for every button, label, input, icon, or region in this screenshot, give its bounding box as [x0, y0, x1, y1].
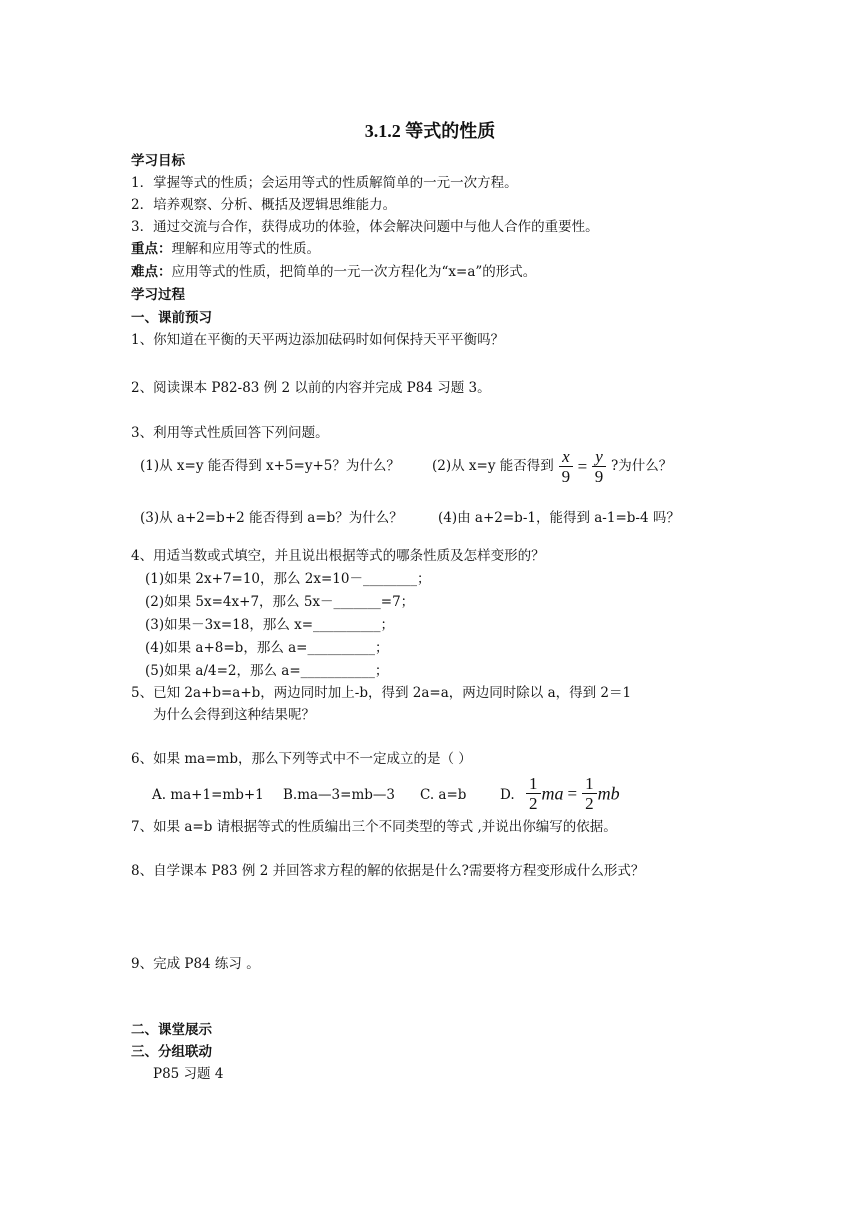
question-3: 3、利用等式性质回答下列问题。: [131, 425, 329, 441]
goal-item-2: 2．培养观察、分析、概括及逻辑思维能力。: [131, 197, 397, 213]
fraction-y-over-9: [592, 448, 606, 485]
fraction-x-over-9: [559, 448, 573, 485]
question-3-4: (4)由 a+2=b-1，能得到 a-1=b-4 吗？: [438, 510, 680, 526]
question-2: 2、阅读课本 P82-83 例 2 以前的内容并完成 P84 习题 3。: [131, 380, 491, 396]
fraction-numerator: 1: [582, 775, 597, 794]
question-4-5: (5)如果 a/4=2，那么 a=___________；: [145, 663, 389, 679]
equation-left-term: ma: [541, 783, 564, 804]
key-point-text: 理解和应用等式的性质。: [171, 241, 320, 257]
process-heading: 学习过程: [131, 287, 185, 303]
group-exercise: P85 习题 4: [153, 1066, 224, 1082]
fraction-numerator: y: [592, 448, 606, 467]
question-3-3: (3)从 a+2=b+2 能否得到 a=b？为什么？: [140, 510, 403, 526]
question-1: 1、你知道在平衡的天平两边添加砝码时如何保持天平平衡吗？: [131, 332, 505, 348]
question-4-2: (2)如果 5x=4x+7，那么 5x－_______=7；: [145, 594, 415, 610]
question-4-3: (3)如果－3x=18，那么 x=__________；: [145, 617, 395, 633]
question-9: 9、完成 P84 练习 。: [131, 956, 260, 972]
option-b: B.ma—3=mb—3: [283, 787, 395, 803]
difficult-point-text: 应用等式的性质，把简单的一元一次方程化为“x=a”的形式。: [171, 264, 537, 280]
section-group-heading: 三、分组联动: [131, 1044, 212, 1060]
question-3-2: [432, 446, 672, 487]
option-d-label: D.: [500, 787, 515, 803]
difficult-point-label: 难点：: [131, 264, 172, 280]
section-display-heading: 二、课堂展示: [131, 1022, 212, 1038]
fraction-one-half: [582, 775, 597, 812]
question-3-2-prefix: (2)从 x=y 能否得到: [432, 458, 554, 474]
fraction-denominator: 2: [529, 794, 538, 813]
fraction-denominator: 9: [561, 467, 571, 486]
question-4-4: (4)如果 a+8=b，那么 a=__________；: [145, 640, 389, 656]
question-8: 8、自学课本 P83 例 2 并回答求方程的解的依据是什么?需要将方程变形成什么形式？: [131, 863, 645, 879]
page-title: 3.1.2 等式的性质: [364, 121, 496, 141]
fraction-denominator: 9: [594, 467, 604, 486]
fraction-one-half: [526, 775, 541, 812]
question-4: 4、用适当数或式填空，并且说出根据等式的哪条性质及怎样变形的？: [131, 548, 545, 564]
equals-sign: =: [567, 783, 578, 803]
goals-heading: 学习目标: [131, 153, 185, 169]
question-4-1: (1)如果 2x+7=10，那么 2x=10－________；: [145, 571, 431, 587]
equation-right-term: mb: [597, 783, 620, 804]
difficult-point: [131, 263, 536, 281]
question-3-2-suffix: ?为什么？: [611, 458, 673, 474]
goal-item-3: 3．通过交流与合作，获得成功的体验，体会解决问题中与他人合作的重要性。: [131, 219, 599, 235]
option-d-equation: [525, 773, 620, 814]
question-6: 6、如果 ma=mb，那么下列等式中不一定成立的是（ ）: [131, 751, 472, 767]
question-5-line-2: 为什么会得到这种结果呢？: [153, 707, 315, 723]
fraction-numerator: x: [559, 448, 573, 467]
section-preview-heading: 一、课前预习: [131, 310, 212, 326]
question-5-line-1: 5、已知 2a+b=a+b，两边同时加上-b，得到 2a=a，两边同时除以 a，得到 2＝1: [131, 685, 632, 701]
question-3-1: (1)从 x=y 能否得到 x+5=y+5？为什么？: [140, 458, 400, 474]
equals-sign: =: [577, 456, 588, 476]
key-point: [131, 240, 320, 258]
fraction-denominator: 2: [585, 794, 594, 813]
option-c: C. a=b: [420, 787, 467, 803]
fraction-numerator: 1: [526, 775, 541, 794]
option-a: A. ma+1=mb+1: [152, 787, 264, 803]
goal-item-1: 1．掌握等式的性质；会运用等式的性质解简单的一元一次方程。: [131, 175, 518, 191]
key-point-label: 重点：: [131, 241, 172, 257]
question-7: 7、如果 a=b 请根据等式的性质编出三个不同类型的等式 ,并说出你编写的依据。: [131, 819, 617, 835]
